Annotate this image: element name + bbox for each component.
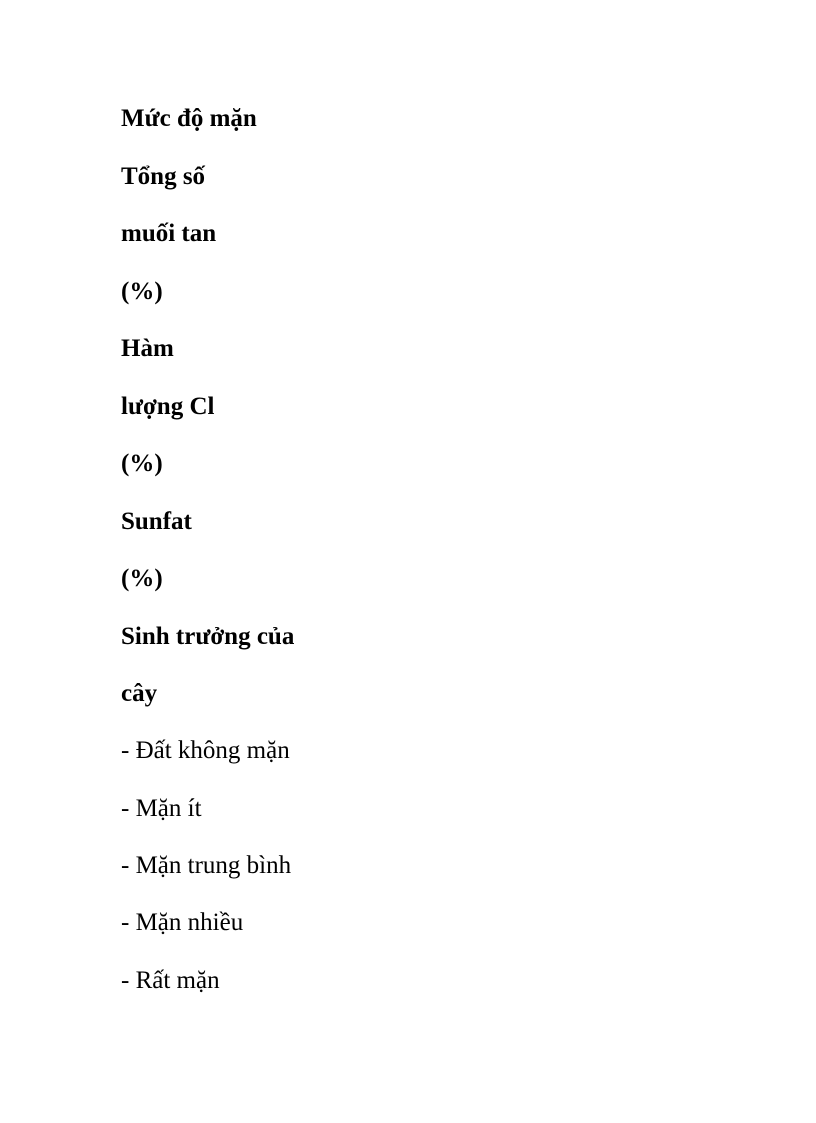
header-salinity-level: Mức độ mặn	[121, 105, 257, 132]
header-chloride-line-2: lượng Cl	[121, 393, 215, 420]
salinity-level-item: - Mặn nhiều	[121, 909, 244, 936]
salinity-level-item: - Rất mặn	[121, 967, 220, 994]
header-total-salts-line-2: muối tan	[121, 220, 217, 247]
salinity-level-item: - Mặn trung bình	[121, 852, 292, 879]
salinity-level-item: - Mặn ít	[121, 795, 202, 822]
salinity-level-item: - Đất không mặn	[121, 737, 290, 764]
header-total-salts-unit: (%)	[121, 278, 163, 305]
header-sulfate-unit: (%)	[121, 565, 163, 592]
header-sulfate: Sunfat	[121, 508, 192, 535]
header-total-salts-line-1: Tổng số	[121, 163, 206, 190]
header-plant-growth-line-1: Sinh trưởng của	[121, 623, 295, 650]
header-plant-growth-line-2: cây	[121, 680, 158, 707]
header-chloride-line-1: Hàm	[121, 335, 174, 362]
header-chloride-unit: (%)	[121, 450, 163, 477]
